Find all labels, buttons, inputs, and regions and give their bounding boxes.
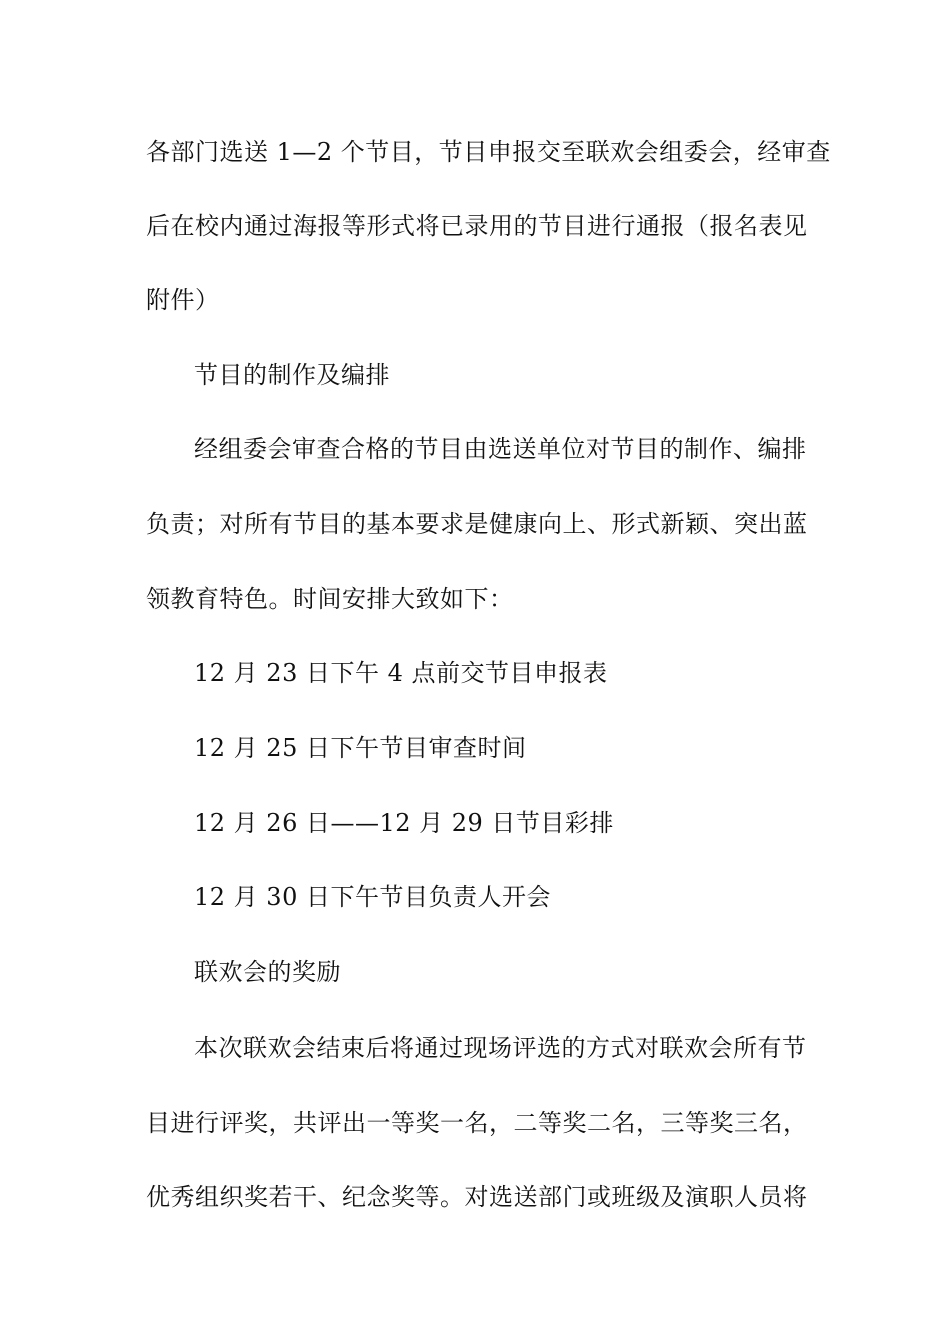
- paragraph-line-1: 各部门选送 1—2 个节目，节目申报交至联欢会组委会，经审查: [146, 138, 831, 166]
- schedule-item-4: 12 月 30 日下午节目负责人开会: [194, 883, 551, 911]
- paragraph-line-14: 目进行评奖，共评出一等奖一名，二等奖二名，三等奖三名，: [146, 1109, 808, 1137]
- paragraph-line-15: 优秀组织奖若干、纪念奖等。对选送部门或班级及演职人员将: [146, 1183, 808, 1211]
- paragraph-line-3: 附件）: [146, 286, 220, 314]
- schedule-item-1: 12 月 23 日下午 4 点前交节目申报表: [194, 659, 608, 687]
- schedule-item-2: 12 月 25 日下午节目审查时间: [194, 734, 527, 762]
- paragraph-line-13: 本次联欢会结束后将通过现场评选的方式对联欢会所有节: [194, 1034, 807, 1062]
- paragraph-line-7: 领教育特色。时间安排大致如下：: [146, 585, 514, 613]
- section-heading-awards: 联欢会的奖励: [194, 958, 341, 986]
- schedule-item-3: 12 月 26 日——12 月 29 日节目彩排: [194, 809, 614, 837]
- paragraph-line-5: 经组委会审查合格的节目由选送单位对节目的制作、编排: [194, 435, 807, 463]
- paragraph-line-6: 负责；对所有节目的基本要求是健康向上、形式新颖、突出蓝: [146, 510, 808, 538]
- section-heading-production: 节目的制作及编排: [194, 361, 390, 389]
- paragraph-line-2: 后在校内通过海报等形式将已录用的节目进行通报（报名表见: [146, 212, 808, 240]
